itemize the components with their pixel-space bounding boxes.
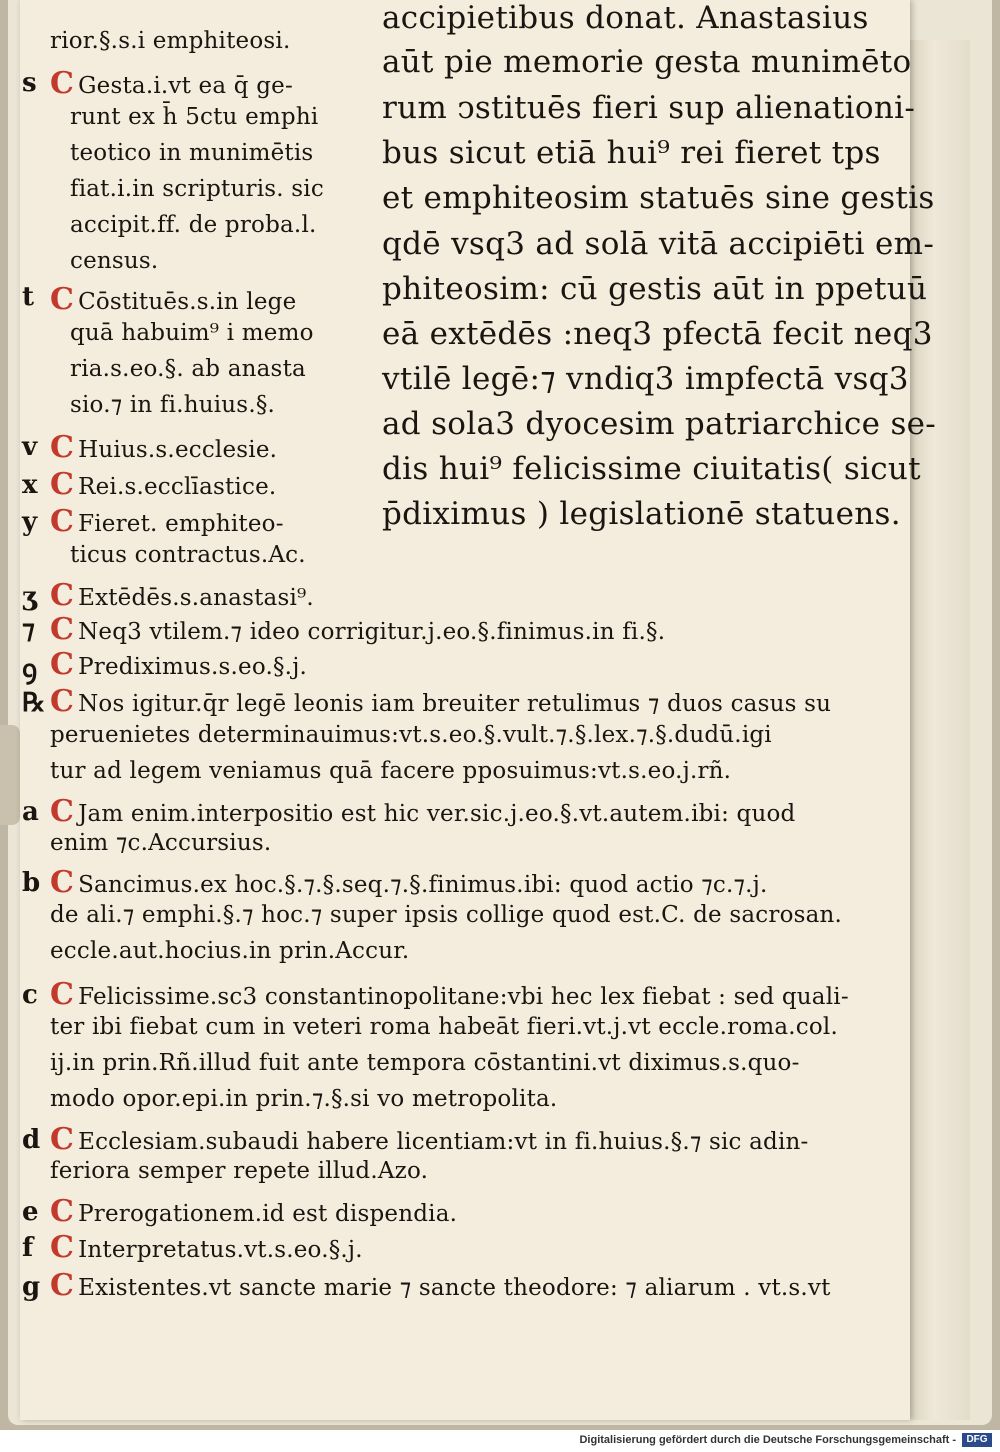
main-text-line: rum ↄstituēs fieri sup alienationi- <box>382 90 916 126</box>
note-marker: b <box>22 868 41 898</box>
text-line: fiat.i.in scripturis. sic <box>70 176 324 202</box>
note-marker: d <box>22 1125 41 1155</box>
note-line <box>50 1268 831 1303</box>
note-line <box>50 1122 809 1157</box>
note-marker: c <box>22 980 38 1010</box>
note-line: de ali.⁊ emphi.§.⁊ hoc.⁊ super ipsis collige quod est.C. de sacrosan. <box>50 902 843 928</box>
rubric-capital: C <box>50 1194 75 1229</box>
rubric-capital: C <box>50 612 75 647</box>
note-marker: s <box>22 68 37 98</box>
main-text-line: et emphiteosim statuēs sine gestis <box>382 180 935 216</box>
note-line: ter ibi fiebat cum in veteri roma habeāt fieri.vt.j.vt eccle.roma.col. <box>50 1014 838 1040</box>
note-line-content: Prediximus.s.eo.§.j. <box>78 654 308 680</box>
note-line <box>50 1230 363 1265</box>
note-line: peruenietes determinauimus:vt.s.eo.§.vult.⁊.§.lex.⁊.§.dudū.igi <box>50 722 772 748</box>
rubric-capital: C <box>50 684 75 719</box>
note-marker: e <box>22 1197 39 1227</box>
note-marker: y <box>22 507 38 537</box>
text-line-content: Huius.s.ecclesie. <box>78 437 278 463</box>
note-line <box>50 578 314 613</box>
note-marker: ℞ <box>22 688 46 718</box>
text-line: accipit.ff. de proba.l. <box>70 212 317 238</box>
main-text-line: ad sola3 dyocesim patriarchice se- <box>382 406 937 442</box>
note-line <box>50 1194 457 1229</box>
note-line: ij.in prin.Rñ.illud fuit ante tempora cōstantini.vt diximus.s.quo- <box>50 1050 800 1076</box>
rubric-capital: C <box>50 504 75 539</box>
note-marker: ʒ <box>22 582 37 612</box>
note-line-content: Interpretatus.vt.s.eo.§.j. <box>78 1237 363 1263</box>
text-line: teotico in munimētis <box>70 140 314 166</box>
note-line-content: Sancimus.ex hoc.§.⁊.§.seq.⁊.§.finimus.ibi: quod actio ⁊c.⁊.j. <box>78 872 768 898</box>
text-line: ria.s.eo.§. ab anasta <box>70 356 306 382</box>
rubric-capital: C <box>50 282 75 317</box>
rubric-capital: C <box>50 430 75 465</box>
note-marker: t <box>22 282 35 312</box>
funding-credit: Digitalisierung gefördert durch die Deutsche Forschungsgemeinschaft - <box>579 1434 956 1446</box>
main-text-line: accipietibus donat. Anastasius <box>382 0 869 36</box>
note-line: feriora semper repete illud.Azo. <box>50 1158 429 1184</box>
text-line: rior.§.s.i emphiteosi. <box>50 28 291 54</box>
note-marker: a <box>22 797 39 827</box>
text-line-content: Gesta.i.vt ea q̄ ge- <box>78 73 293 99</box>
note-marker: x <box>22 470 38 500</box>
rubric-capital: C <box>50 647 75 682</box>
note-line-content: Felicissime.sc3 constantinopolitane:vbi hec lex fiebat : sed quali- <box>78 984 849 1010</box>
note-marker: v <box>22 432 38 462</box>
text-line: quā habuim⁹ i memo <box>70 320 314 346</box>
text-line <box>50 467 276 502</box>
main-text-line: bus sicut etiā hui⁹ rei fieret tps <box>382 135 881 171</box>
text-line <box>50 430 277 465</box>
main-text-line: phiteosim: cū gestis aūt in ppetuū <box>382 271 928 307</box>
main-text-line: p̄diximus ) legislationē statuens. <box>382 496 901 532</box>
note-line: modo opor.epi.in prin.⁊.§.si vo metropolita. <box>50 1086 558 1112</box>
rubric-capital: C <box>50 467 75 502</box>
note-line-content: Nos igitur.q̄r legē leonis iam breuiter retulimus ⁊ duos casus su <box>78 691 832 717</box>
main-text-line: aūt pie memorie gesta munimēto <box>382 44 912 80</box>
dfg-logo: DFG <box>962 1433 992 1447</box>
text-line: sio.⁊ in fi.huius.§. <box>70 392 276 418</box>
text-line-content: Fieret. emphiteo- <box>78 511 284 537</box>
note-line: tur ad legem veniamus quā facere pposuimus:vt.s.eo.j.rñ. <box>50 758 732 784</box>
rubric-capital: C <box>50 977 75 1012</box>
text-line <box>50 504 284 539</box>
note-marker: ⁊ <box>22 615 35 645</box>
note-line-content: Jam enim.interpositio est hic ver.sic.j.eo.§.vt.autem.ibi: quod <box>78 801 796 827</box>
note-line: eccle.aut.hocius.in prin.Accur. <box>50 938 410 964</box>
note-line: enim ⁊c.Accursius. <box>50 830 272 856</box>
note-line-content: Neq3 vtilem.⁊ ideo corrigitur.j.eo.§.finimus.in fi.§. <box>78 619 666 645</box>
text-line: ticus contractus.Ac. <box>70 542 306 568</box>
clip-tab <box>0 725 20 825</box>
note-line <box>50 647 307 682</box>
note-marker: ꝯ <box>22 655 38 685</box>
rubric-capital: C <box>50 1230 75 1265</box>
note-line <box>50 684 831 719</box>
note-line <box>50 612 665 647</box>
main-text-line: dis hui⁹ felicissime ciuitatis( sicut <box>382 451 921 487</box>
main-text-line: vtilē legē:⁊ vndiq3 impfectā vsq3 <box>382 361 909 397</box>
note-marker: f <box>22 1233 34 1263</box>
text-line-content: Cōstituēs.s.in lege <box>78 289 297 315</box>
note-line-content: Ecclesiam.subaudi habere licentiam:vt in fi.huius.§.⁊ sic adin- <box>78 1129 809 1155</box>
main-text-line: eā extēdēs :neq3 pfectā fecit neq3 <box>382 316 933 352</box>
rubric-capital: C <box>50 794 75 829</box>
rubric-capital: C <box>50 66 75 101</box>
rubric-capital: C <box>50 865 75 900</box>
main-text-line: qdē vsq3 ad solā vitā accipiēti em- <box>382 226 935 262</box>
note-line <box>50 794 795 829</box>
text-line <box>50 282 296 317</box>
text-line: census. <box>70 248 159 274</box>
note-line <box>50 977 849 1012</box>
document-page <box>20 0 937 1420</box>
note-marker: g <box>22 1272 41 1302</box>
digitization-footer <box>0 1430 1000 1452</box>
rubric-capital: C <box>50 1122 75 1157</box>
text-line-content: Rei.s.ecclīastice. <box>78 474 277 500</box>
rubric-capital: C <box>50 578 75 613</box>
text-line: runt ex h̄ 5ctu emphi <box>70 104 319 130</box>
note-line-content: Extēdēs.s.anastasi⁹. <box>78 585 314 611</box>
rubric-capital: C <box>50 1268 75 1303</box>
note-line-content: Existentes.vt sancte marie ⁊ sancte theodore: ⁊ aliarum . vt.s.vt <box>78 1275 831 1301</box>
note-line <box>50 865 768 900</box>
text-line <box>50 66 293 101</box>
note-line-content: Prerogationem.id est dispendia. <box>78 1201 458 1227</box>
